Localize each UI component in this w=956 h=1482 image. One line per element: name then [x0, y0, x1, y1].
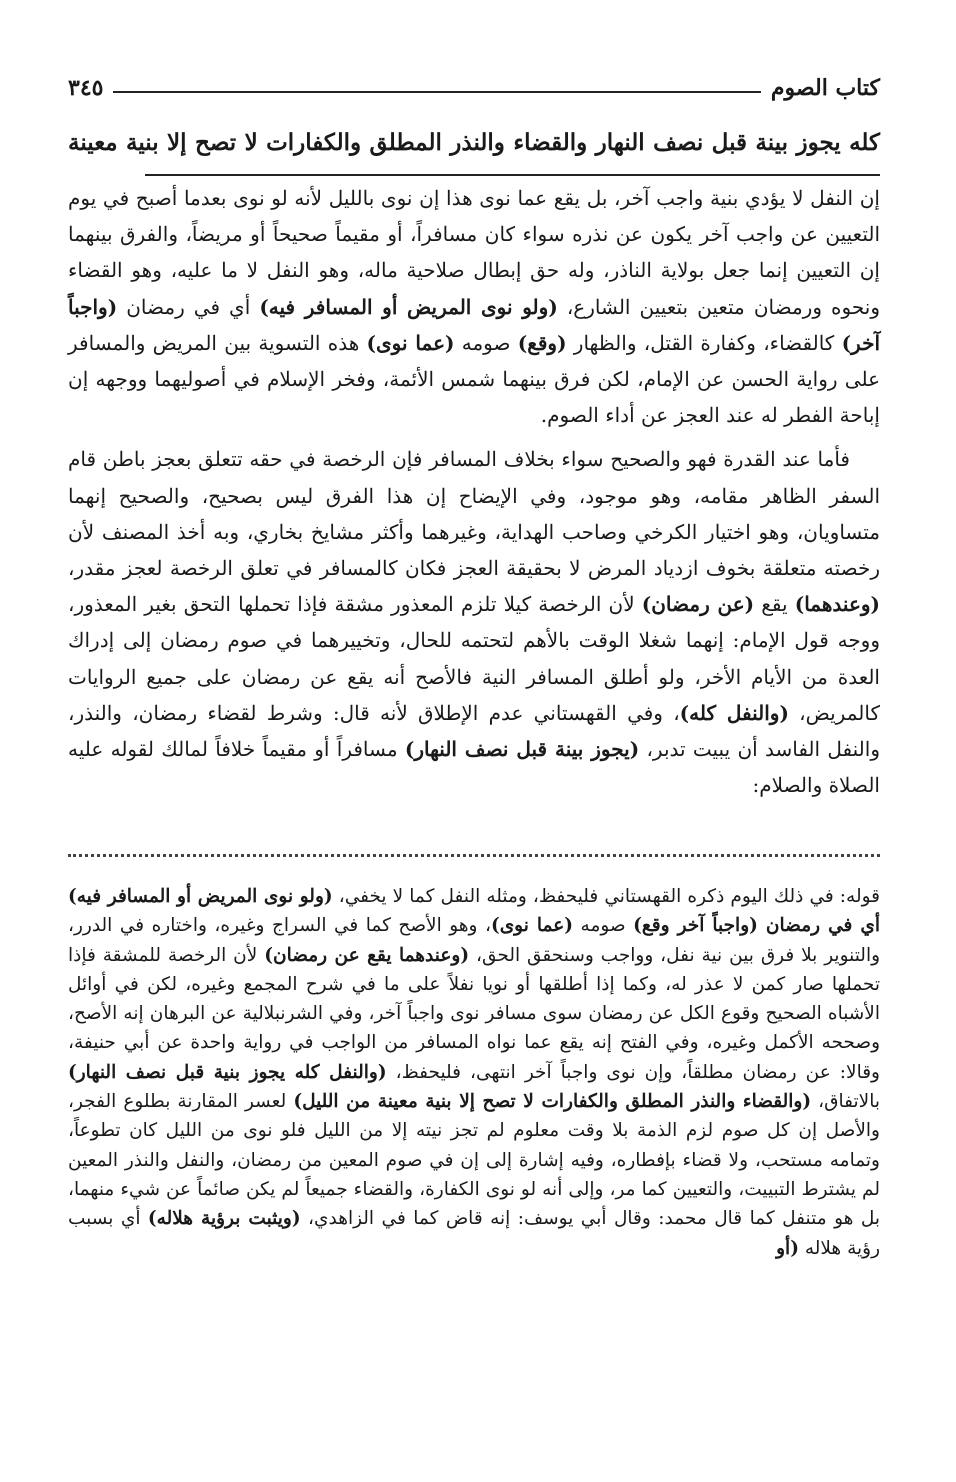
commentary-block — [68, 180, 880, 803]
matn-text: كله يجوز بينة قبل نصف النهار والقضاء والنذر المطلق والكفارات لا تصح إلا بنية معينة — [68, 129, 880, 156]
text-run: فأما عند القدرة فهو والصحيح سواء بخلاف المسافر فإن الرخصة في حقه تتعلق بعجز باطن قام السفر الظاهر مقامه، وهو موجود، وفي الإيضاح إن هذا الفرق ليس بصحيح، والصحيح إنهما متساويان، وهو اختيار الكرخي وصاحب الهداية، وغيرهما وأكثر مشايخ بخاري، وبه أخذ المصنف لأن رخصته متعلقة بخوف ازدياد المرض لا بحقيقة العجز فكان كالمسافر في تعلق الرخصة لعجز مقدر، — [68, 447, 880, 581]
text-run: بالاتفاق، — [811, 1091, 880, 1113]
text-run: أي في رمضان — [117, 294, 260, 319]
running-header — [68, 70, 880, 106]
text-run: يقع — [754, 592, 795, 617]
text-run: قوله: في ذلك اليوم ذكره القهستاني فليحفظ، ومثله النفل كما لا يخفي، — [332, 886, 880, 907]
bold-matn-quote: (يجوز بينة قبل نصف النهار) — [404, 737, 640, 762]
commentary-paragraph-1 — [68, 180, 880, 433]
bold-matn-quote: (والقضاء والنذر المطلق والكفارات لا تصح إلا بنية معينة من الليل) — [293, 1091, 812, 1113]
text-run: لأن الرخصة كيلا تلزم المعذور مشقة فإذا تحملها التحق بغير المعذور، ووجه قول الإمام: إنهما شغلا الوقت بالأهم لتحتمه للحال، وتخييرهما في صوم رمضان إلى إدراك العدة من الأيام الأخر، ولو أطلق المسافر النية فالأصح أنه يقع عن رمضان على جميع الروايات كالمريض، — [68, 592, 880, 725]
bold-matn-quote: (أو — [776, 1237, 799, 1259]
bold-matn-quote: (وقع) — [517, 330, 567, 355]
bold-matn-quote: (والنفل كله) — [679, 700, 789, 725]
bold-matn-quote: (عما نوى) — [490, 915, 574, 937]
book-page — [68, 62, 880, 1452]
text-run: ، وفي القهستاني عدم الإطلاق لأنه قال: وشرط لقضاء رمضان، والنذر، والنفل الفاسد أن يبيت تدبر، — [68, 700, 880, 762]
header-rule — [113, 91, 760, 93]
bold-matn-quote: (ولو نوى المريض أو المسافر فيه) أي في رمضان (واجباً آخر وقع) — [68, 886, 881, 937]
bold-matn-quote: (عن رمضان) — [641, 592, 755, 617]
commentary-paragraph-2 — [68, 441, 880, 803]
text-run: إن النفل لا يؤدي بنية واجب آخر، بل يقع عما نوى هذا إن نوى بالليل لأنه لو نوى بعدما أصبح في يوم التعيين عن واجب آخر يكون عن نذره سواء كان مسافراً، أو مقيماً صحيحاً أو مريضاً، والفرق بينهما إن التعيين إنما جعل بولاية الناذر، وله حق إبطال صلاحية ماله، وهو النفل لا ما عليه، وهو القضاء ونحوه ورمضان متعين بتعيين الشارع، — [68, 186, 880, 319]
page-number: ٣٤٥ — [68, 75, 104, 101]
text-run: لأن الرخصة للمشقة فإذا تحملها صار كمن لا عذر له، وكما إذا أطلقها أو نويا نفلاً على ما في شرح المجمع وغيره، لكن في أوائل الأشباه الصحيح وقوع الكل عن رمضان سوى مسافر نوى واجباً آخر، وفي الشرنبلالية عن البرهان إنه الأصح، وصححه الأكمل وغيره، وفي الفتح إنه يقع عما نواه المسافر من الواجب في رواية واحدة عن أبي حنيفة، وقالا: عن رمضان مطلقاً، وإن نوى واجباً آخر انتهى، فليحفظ، — [68, 944, 880, 1083]
footnote-paragraph — [68, 882, 880, 1263]
footnote-block — [68, 882, 880, 1263]
bold-matn-quote: (وعندهما يقع عن رمضان) — [264, 944, 470, 966]
bold-matn-quote: (واجباً آخر) — [68, 294, 881, 355]
text-run: أي بسبب رؤية هلاله — [68, 1208, 880, 1259]
text-run: هذه التسوية بين المريض والمسافر على رواية الحسن عن الإمام، لكن فرق بينهما شمس الأئمة، وفخر الإسلام في أصوليهما ووجهه إن إباحة الفطر له عند العجز عن أداء الصوم. — [68, 330, 880, 428]
text-run: ، وهو الأصح كما في السراج وغيره، واختاره في الدرر، والتنوير بلا فرق بين نية نفل، وواجب وسنحقق الحق، — [68, 915, 881, 966]
bold-matn-quote: (والنفل كله يجوز بنية قبل نصف النهار) — [68, 1061, 387, 1083]
bold-matn-quote: (ويثبت برؤية هلاله) — [147, 1208, 301, 1230]
text-run: مسافراً أو مقيماً خلافاً لمالك لقوله عليه الصلاة والصلام: — [68, 737, 880, 798]
header-title: كتاب الصوم — [770, 75, 880, 101]
text-run: صومه — [454, 330, 518, 355]
bold-matn-quote: (عما نوى) — [366, 330, 455, 355]
bold-matn-quote: (وعندهما) — [794, 592, 881, 617]
matn-divider — [145, 174, 880, 176]
text-run: كالقضاء، وكفارة القتل، والظهار — [566, 330, 842, 355]
bold-matn-quote: (ولو نوى المريض أو المسافر فيه) — [259, 294, 558, 319]
text-run: صومه — [573, 915, 634, 937]
text-run: لعسر المقارنة بطلوع الفجر، والأصل إن كل صوم لزم الذمة بلا وقت معلوم لم تجز نيته إلا من الليل فلو نوى من الليل كان تطوعاً، وتمامه مستحب، ولا قضاء بإفطاره، وفيه إشارة إلى إن في صوم المعين من رمضان، والنفل والنذر المعين لم يشترط التبييت، والتعيين كما مر، وإلى أنه لو نوى الكفارة، والقضاء جميعاً لم يكن صائماً عن شيء منهما، بل هو متنفل كما قال محمد: وقال أبي يوسف: إنه قاض كما في الزاهدي، — [68, 1091, 880, 1230]
dotted-divider — [68, 854, 880, 857]
